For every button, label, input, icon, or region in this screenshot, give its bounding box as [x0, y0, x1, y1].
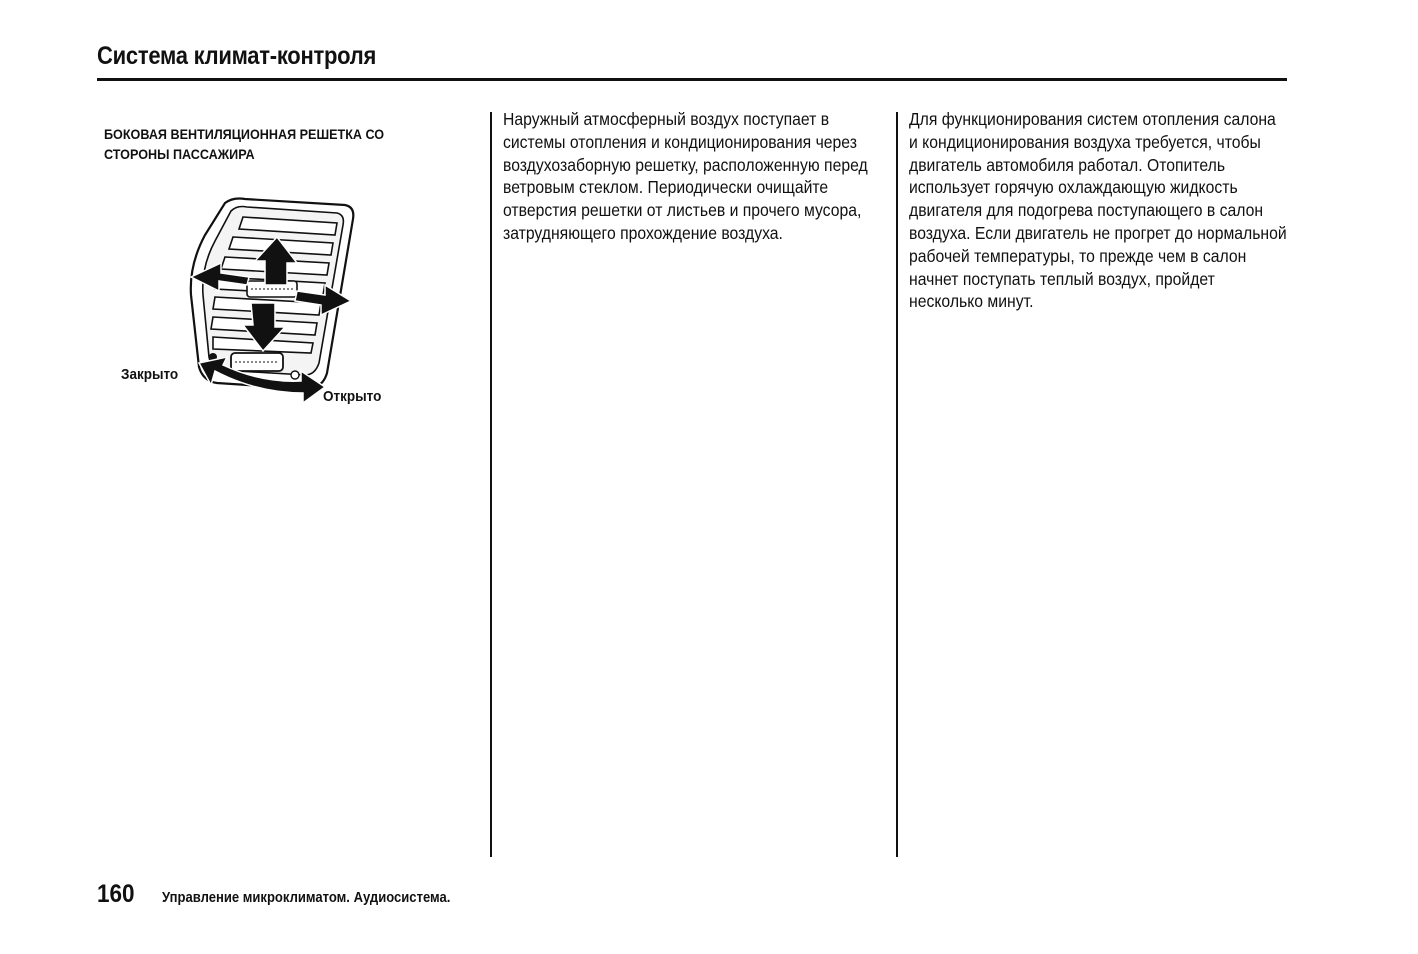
column-divider-right	[896, 112, 898, 857]
footer-section-title: Управление микроклиматом. Аудиосистема.	[162, 890, 451, 906]
page-title: Система климат-контроля	[97, 42, 377, 70]
title-divider	[97, 78, 1287, 81]
column-divider-left	[490, 112, 492, 857]
label-closed: Закрыто	[121, 366, 179, 383]
side-vent-illustration	[185, 195, 360, 410]
figure-caption: БОКОВАЯ ВЕНТИЛЯЦИОННАЯ РЕШЕТКА СО СТОРОНЫ ПАССАЖИРА	[104, 126, 385, 162]
page-number: 160	[97, 880, 135, 908]
heating-paragraph: Для функционирования систем отопления салона и кондиционирования воздуха требуется, чтобы двигатель автомобиля работал. Отопитель использует горячую охлаждающую жидкость двигателя для подогрева поступающего в салон воздуха. Если двигатель не прогрет до нормальной рабочей температуры, то прежде чем в салон начнет поступать теплый воздух, пройдет несколько минут.	[909, 109, 1287, 312]
label-open: Открыто	[323, 388, 382, 405]
air-intake-paragraph: Наружный атмосферный воздух поступает в системы отопления и кондиционирования через воздухозаборную решетку, расположенную перед ветровым стеклом. Периодически очищайте отверстия решетки от листьев и прочего мусора, затрудняющего прохождение воздуха.	[503, 109, 868, 243]
